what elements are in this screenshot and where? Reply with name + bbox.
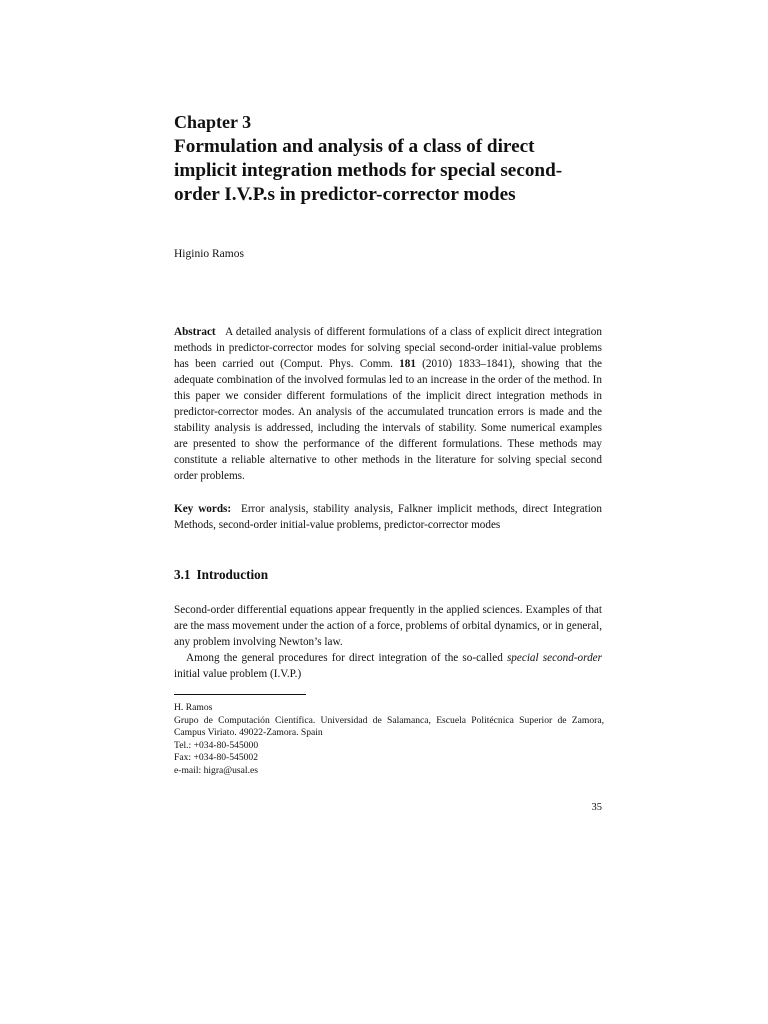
abstract-text-part2: (2010) 1833–1841), showing that the adequate combination of the involved formulas led to an increase in the order of the method. In this paper we consider different formulations of the implicit direct integration methods in predictor-corrector modes. An analysis of the accumulated truncation errors is made and the stability analysis is addressed, including the intervals of stability. Some numerical examples are presented to show the performance of the different formulations. These methods may constitute a reliable alternative to other methods in the literature for solving special second order problems. [174, 358, 602, 482]
author-footnote [174, 702, 604, 778]
footnote-name: H. Ramos [174, 702, 213, 713]
chapter-label: Chapter 3 [174, 112, 252, 132]
intro-p2-text-part1: Among the general procedures for direct integration of the so-called [186, 652, 503, 664]
abstract-text-part1: A detailed analysis of different formulations of a class of explicit direct integration methods in predictor-corrector modes for solving special second-order initial-value problems has been carried out (Comput. Phys. Comm. [174, 326, 602, 370]
intro-p2-italic: special second-order [506, 652, 602, 664]
page-number: 35 [591, 802, 602, 813]
intro-paragraph-2 [174, 650, 602, 682]
abstract-volume: 181 [399, 358, 416, 370]
author-name: Higinio Ramos [174, 248, 244, 260]
footnote-tel: Tel.: +034-80-545000 [174, 739, 259, 751]
keywords-text: Error analysis, stability analysis, Falkner implicit methods, direct Integration Methods, second-order initial-value problems, predictor-corrector modes [174, 503, 602, 531]
abstract-heading: Abstract [174, 326, 216, 338]
section-title: Introduction [196, 567, 269, 582]
section-heading [174, 567, 268, 583]
footnote-divider [174, 694, 306, 695]
footnote-fax: Fax: +034-80-545002 [174, 752, 259, 764]
keywords-paragraph [174, 501, 602, 533]
intro-paragraph-1: Second-order differential equations appear frequently in the applied sciences. Examples of that are the mass movement under the action of a force, problems of orbital dynamics, or in general, any problem involving Newton’s law. [174, 604, 602, 648]
chapter-title: Formulation and analysis of a class of direct implicit integration methods for special second-order I.V.P.s in predictor-corrector modes [174, 136, 563, 205]
footnote-affiliation: Grupo de Computación Científica. Universidad de Salamanca, Escuela Politécnica Superior de Zamora, Campus Viriato. 49022-Zamora. Spain [174, 714, 604, 739]
keywords-heading: Key words: [174, 503, 232, 515]
section-number: 3.1 [174, 567, 191, 582]
intro-p2-text-part2: initial value problem (I.V.P.) [174, 668, 302, 680]
abstract-paragraph [174, 324, 602, 484]
footnote-email: e-mail: higra@usal.es [174, 764, 258, 776]
